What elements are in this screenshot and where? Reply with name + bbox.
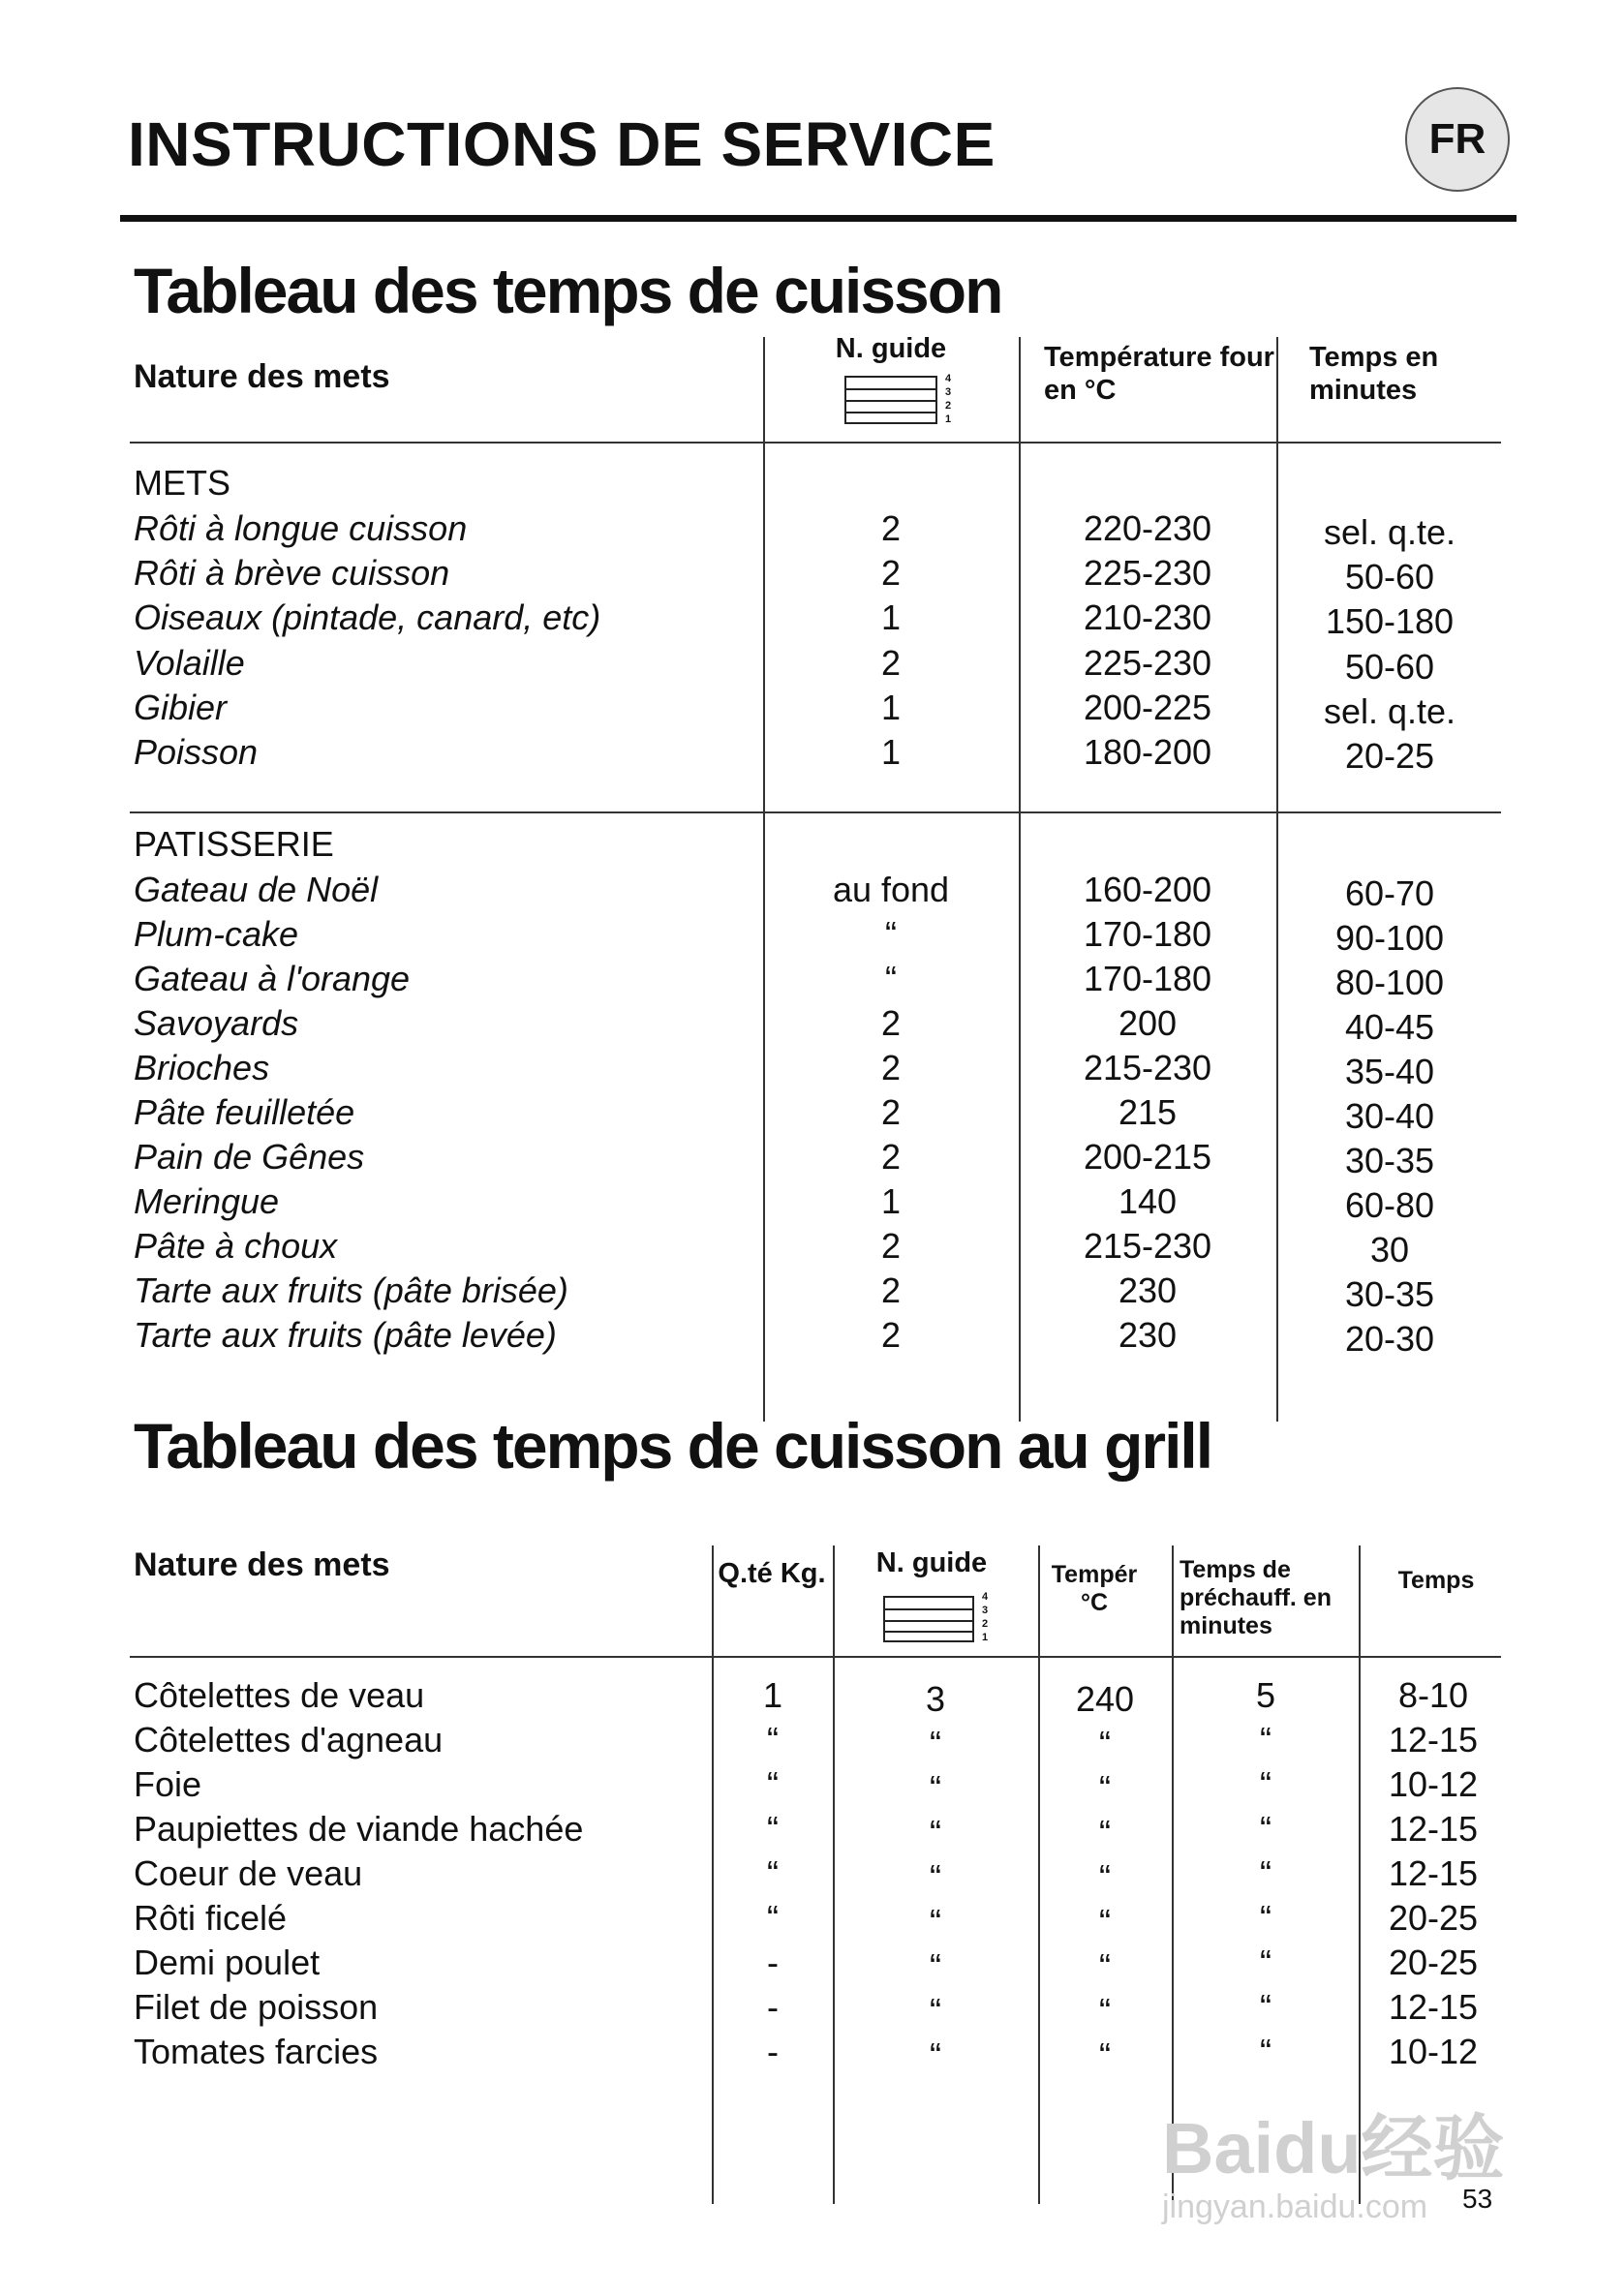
cooking-time: 20-25 (1344, 736, 1435, 776)
grill-temperature: “ (1099, 1902, 1111, 1942)
oven-temperature: 230 (1118, 1270, 1178, 1310)
table1-header-nature: Nature des mets (134, 358, 390, 395)
grill-time: 12-15 (1388, 1809, 1479, 1849)
guide-level: “ (930, 1991, 941, 2031)
grill-time: 8-10 (1397, 1675, 1469, 1715)
guide-level: 1 (880, 1181, 902, 1221)
table2-header-guide: N. guide (875, 1547, 988, 1578)
preheat-time: “ (1260, 1943, 1272, 1982)
guide-level: 2 (880, 1270, 902, 1310)
oven-temperature: 170-180 (1083, 959, 1212, 998)
table1-group-rule (130, 811, 1501, 813)
quantity-kg: - (767, 1943, 779, 1982)
dish-name: Oiseaux (pintade, canard, etc) (134, 597, 601, 637)
grill-temperature: 240 (1075, 1679, 1135, 1719)
preheat-time: “ (1260, 1809, 1272, 1849)
table1-title: Tableau des temps de cuisson (134, 255, 1002, 326)
table2-header-temp: Tempér °C (1051, 1561, 1138, 1616)
grill-time: 20-25 (1388, 1898, 1479, 1938)
oven-temperature: 225-230 (1083, 553, 1212, 593)
preheat-time: “ (1260, 1720, 1272, 1760)
dish-name: Plum-cake (134, 914, 299, 954)
oven-temperature: 200 (1118, 1003, 1178, 1043)
dish-name: Filet de poisson (134, 1987, 379, 2027)
grill-temperature: “ (1099, 1813, 1111, 1852)
oven-temperature: 215 (1118, 1092, 1178, 1132)
language-badge: FR (1405, 87, 1510, 192)
guide-level: “ (885, 914, 897, 954)
dish-name: Savoyards (134, 1003, 299, 1043)
cooking-time: 80-100 (1334, 963, 1445, 1002)
table1-header-rule (130, 442, 1501, 444)
guide-level: au fond (832, 870, 950, 909)
group-label-patisserie: PATISSERIE (134, 824, 334, 864)
oven-temperature: 230 (1118, 1315, 1178, 1355)
preheat-time: “ (1260, 1853, 1272, 1893)
dish-name: Côtelettes d'agneau (134, 1720, 444, 1760)
oven-temperature: 200-225 (1083, 688, 1212, 727)
dish-name: Pain de Gênes (134, 1137, 365, 1177)
oven-temperature: 215-230 (1083, 1048, 1212, 1087)
dish-name: Côtelettes de veau (134, 1675, 425, 1715)
dish-name: Tarte aux fruits (pâte levée) (134, 1315, 557, 1355)
table1-header-guide: N. guide (835, 333, 947, 364)
grill-time: 20-25 (1388, 1943, 1479, 1982)
dish-name: Gibier (134, 688, 228, 727)
table1-header-temp: Température four en °C (1044, 342, 1274, 406)
dish-name: Demi poulet (134, 1943, 321, 1982)
cooking-time: 30 (1369, 1230, 1410, 1270)
cooking-time: 40-45 (1344, 1007, 1435, 1047)
cooking-time: 60-70 (1344, 873, 1435, 913)
grill-time: 12-15 (1388, 1720, 1479, 1760)
quantity-kg: 1 (762, 1675, 783, 1715)
quantity-kg: “ (767, 1853, 779, 1893)
table1-header-time: Temps en minutes (1309, 342, 1439, 406)
watermark-url: jingyan.baidu.com (1162, 2188, 1428, 2225)
cooking-time: 50-60 (1344, 557, 1435, 597)
shelf-level-numbers: 4 3 2 1 (982, 1591, 989, 1643)
guide-level: 2 (880, 1315, 902, 1355)
shelf-levels-icon (844, 376, 937, 424)
oven-temperature: 160-200 (1083, 870, 1212, 909)
guide-level: 1 (880, 732, 902, 772)
page-title: INSTRUCTIONS DE SERVICE (128, 109, 996, 179)
guide-level: “ (930, 1857, 941, 1897)
cooking-time: 35-40 (1344, 1052, 1435, 1091)
oven-temperature: 220-230 (1083, 508, 1212, 548)
grill-temperature: “ (1099, 1768, 1111, 1808)
dish-name: Poisson (134, 732, 259, 772)
cooking-time: sel. q.te. (1323, 512, 1456, 552)
cooking-time: 150-180 (1325, 601, 1455, 641)
oven-temperature: 180-200 (1083, 732, 1212, 772)
guide-level: “ (930, 1946, 941, 1986)
dish-name: Rôti à brève cuisson (134, 553, 450, 593)
cooking-time: 50-60 (1344, 647, 1435, 687)
table2-header-rule (130, 1656, 1501, 1658)
dish-name: Gateau de Noël (134, 870, 379, 909)
guide-level: 3 (925, 1679, 946, 1719)
dish-name: Meringue (134, 1181, 280, 1221)
guide-level: 2 (880, 1137, 902, 1177)
cooking-time: 20-30 (1344, 1319, 1435, 1359)
guide-level: “ (930, 1813, 941, 1852)
dish-name: Pâte feuilletée (134, 1092, 355, 1132)
cooking-time: 30-35 (1344, 1141, 1435, 1180)
quantity-kg: “ (767, 1764, 779, 1804)
watermark-logo: Baidu经验 (1162, 2108, 1505, 2188)
guide-level: 1 (880, 688, 902, 727)
preheat-time: “ (1260, 1987, 1272, 2027)
preheat-time: “ (1260, 2032, 1272, 2071)
grill-temperature: “ (1099, 1857, 1111, 1897)
quantity-kg: “ (767, 1720, 779, 1760)
table2-title: Tableau des temps de cuisson au grill (134, 1410, 1212, 1482)
grill-temperature: “ (1099, 1946, 1111, 1986)
cooking-time: 30-35 (1344, 1274, 1435, 1314)
oven-temperature: 225-230 (1083, 643, 1212, 683)
oven-temperature: 210-230 (1083, 597, 1212, 637)
oven-temperature: 170-180 (1083, 914, 1212, 954)
table2-header-qty: Q.té Kg. (718, 1558, 826, 1589)
cooking-time: 90-100 (1334, 918, 1445, 958)
guide-level: 2 (880, 1226, 902, 1266)
dish-name: Paupiettes de viande hachée (134, 1809, 584, 1849)
oven-temperature: 200-215 (1083, 1137, 1212, 1177)
cooking-time: sel. q.te. (1323, 691, 1456, 731)
oven-temperature: 215-230 (1083, 1226, 1212, 1266)
cooking-time: 30-40 (1344, 1096, 1435, 1136)
shelf-levels-icon (883, 1596, 974, 1642)
guide-level: 2 (880, 1003, 902, 1043)
preheat-time: “ (1260, 1898, 1272, 1938)
header-rule (120, 215, 1517, 222)
guide-level: 2 (880, 1092, 902, 1132)
guide-level: 2 (880, 553, 902, 593)
grill-time: 10-12 (1388, 1764, 1479, 1804)
table2-header-preheat: Temps de préchauff. en minutes (1180, 1556, 1332, 1639)
grill-temperature: “ (1099, 1991, 1111, 2031)
guide-level: 2 (880, 1048, 902, 1087)
dish-name: Foie (134, 1764, 202, 1804)
dish-name: Coeur de veau (134, 1853, 363, 1893)
dish-name: Volaille (134, 643, 245, 683)
table2-header-time: Temps (1397, 1567, 1475, 1594)
quantity-kg: “ (767, 1898, 779, 1938)
quantity-kg: “ (767, 1809, 779, 1849)
guide-level: 2 (880, 643, 902, 683)
oven-temperature: 140 (1118, 1181, 1178, 1221)
cooking-time: 60-80 (1344, 1185, 1435, 1225)
grill-temperature: “ (1099, 1724, 1111, 1763)
dish-name: Tomates farcies (134, 2032, 379, 2071)
dish-name: Pâte à choux (134, 1226, 338, 1266)
preheat-time: 5 (1255, 1675, 1276, 1715)
guide-level: 2 (880, 508, 902, 548)
grill-time: 10-12 (1388, 2032, 1479, 2071)
dish-name: Brioches (134, 1048, 270, 1087)
dish-name: Rôti à longue cuisson (134, 508, 468, 548)
dish-name: Tarte aux fruits (pâte brisée) (134, 1270, 568, 1310)
group-label-mets: METS (134, 463, 231, 503)
table2-header-nature: Nature des mets (134, 1546, 390, 1583)
dish-name: Gateau à l'orange (134, 959, 411, 998)
shelf-level-numbers: 4 3 2 1 (945, 373, 952, 425)
quantity-kg: - (767, 2032, 779, 2071)
guide-level: “ (930, 2035, 941, 2075)
grill-time: 12-15 (1388, 1987, 1479, 2027)
page-number: 53 (1462, 2184, 1493, 2214)
dish-name: Rôti ficelé (134, 1898, 288, 1938)
grill-temperature: “ (1099, 2035, 1111, 2075)
grill-time: 12-15 (1388, 1853, 1479, 1893)
quantity-kg: - (767, 1987, 779, 2027)
guide-level: “ (930, 1768, 941, 1808)
guide-level: 1 (880, 597, 902, 637)
preheat-time: “ (1260, 1764, 1272, 1804)
guide-level: “ (930, 1902, 941, 1942)
guide-level: “ (885, 959, 897, 998)
guide-level: “ (930, 1724, 941, 1763)
